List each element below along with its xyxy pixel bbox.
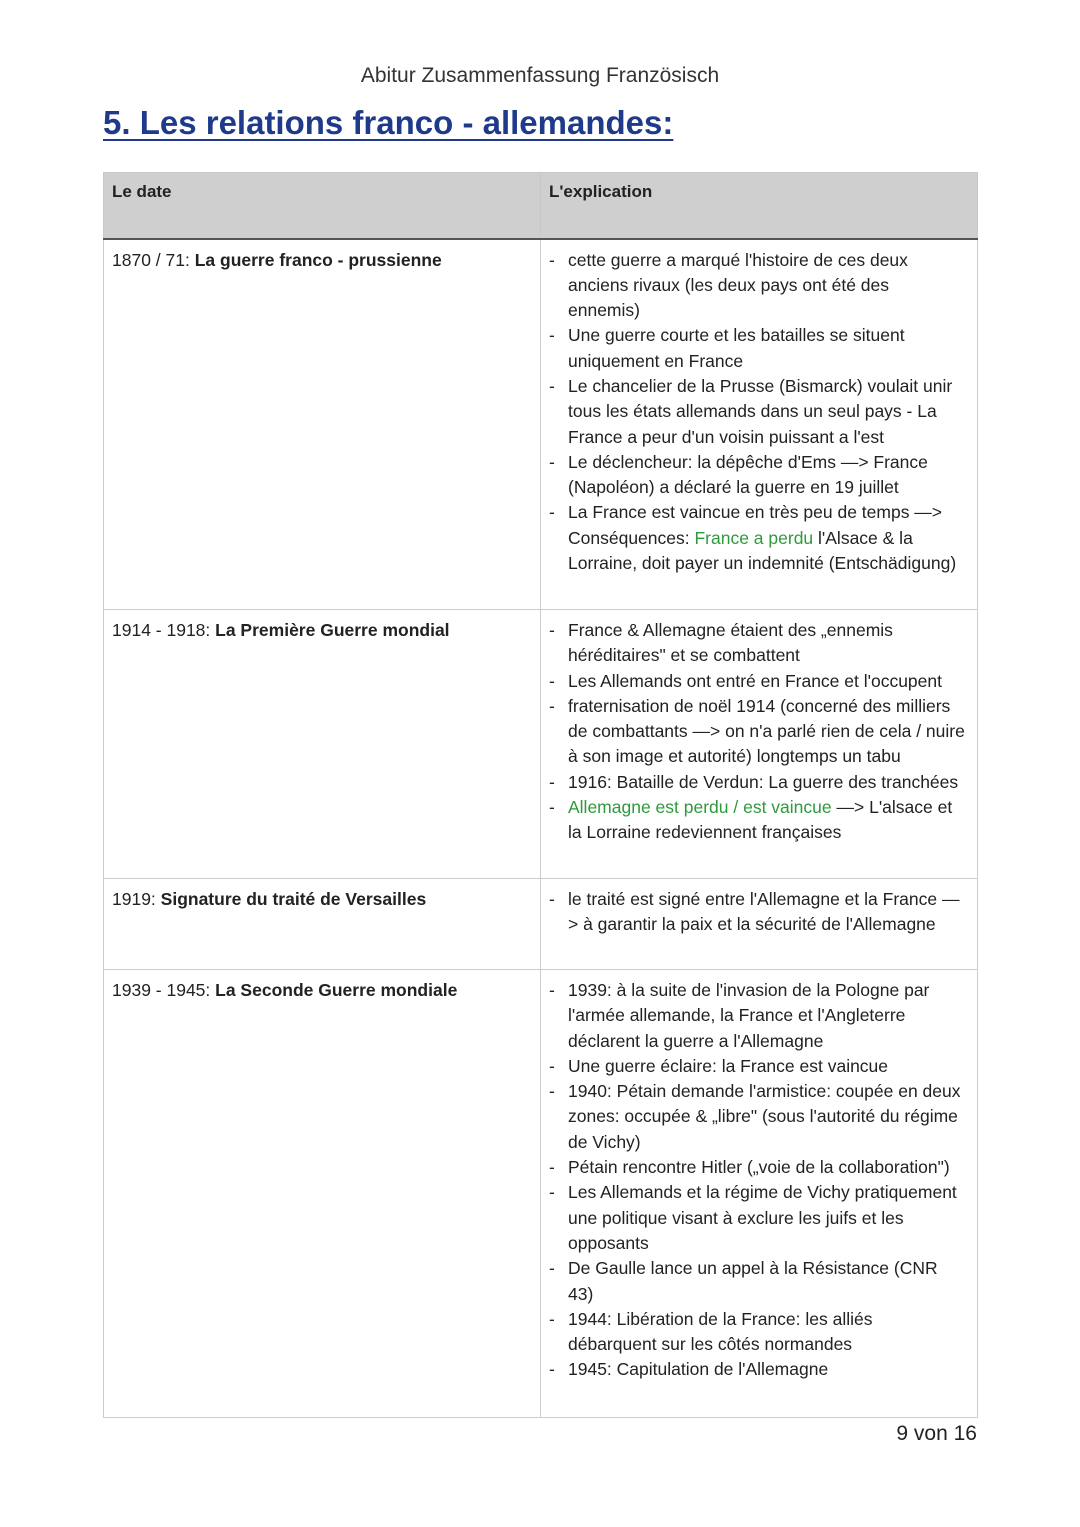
date-cell — [104, 879, 541, 970]
date-cell — [104, 610, 541, 879]
history-table — [103, 172, 978, 1418]
date-event: La guerre franco - prussienne — [194, 249, 442, 270]
date-cell — [104, 239, 541, 610]
date-prefix: 1919: — [112, 889, 161, 909]
explication-list — [549, 887, 969, 938]
date-event: Signature du traité de Versailles — [160, 889, 427, 909]
list-item: - France & Allemagne étaient des „ennemis héréditaires" et se combattent — [549, 618, 969, 669]
table-row — [104, 239, 978, 610]
date-event: La Première Guerre mondial — [215, 620, 450, 640]
highlight-text: France a perdu — [694, 527, 814, 548]
table-header-row — [104, 173, 978, 239]
highlight-text: Allemagne est perdu / est vaincue — [568, 797, 832, 818]
page-title: 5. Les relations franco - allemandes: — [103, 104, 674, 141]
list-item-text: La France est vaincue en très peu de temps —> Conséquences: — [568, 502, 943, 548]
list-item: - 1916: Bataille de Verdun: La guerre des tranchées — [549, 770, 969, 795]
explication-cell — [541, 970, 978, 1418]
list-item — [549, 500, 969, 576]
list-item: - Le déclencheur: la dépêche d'Ems —> France (Napoléon) a déclaré la guerre en 19 juillet — [549, 450, 969, 501]
page-number: 9 von 16 — [896, 1422, 977, 1445]
list-item: - Une guerre courte et les batailles se situent uniquement en France — [549, 323, 969, 374]
date-prefix: 1870 / 71: — [112, 249, 195, 270]
explication-cell — [541, 610, 978, 879]
table-row — [104, 879, 978, 970]
list-item: - 1940: Pétain demande l'armistice: coupée en deux zones: occupée & „libre" (sous l'autorité du régime de Vichy) — [549, 1079, 969, 1155]
list-item: - 1944: Libération de la France: les alliés débarquent sur les côtés normandes — [549, 1307, 969, 1358]
table-row — [104, 970, 978, 1418]
column-header-explication: L'explication — [541, 173, 978, 239]
date-cell — [104, 970, 541, 1418]
list-item: - Pétain rencontre Hitler („voie de la collaboration") — [549, 1155, 969, 1180]
list-item: - Une guerre éclaire: la France est vaincue — [549, 1054, 969, 1079]
list-item: - 1945: Capitulation de l'Allemagne — [549, 1357, 969, 1382]
explication-list — [549, 618, 969, 846]
document-header: Abitur Zusammenfassung Französisch — [360, 64, 720, 87]
list-item-text-after: —> L'alsace et la Lorraine redeviennent françaises — [568, 797, 953, 843]
list-item: - Les Allemands et la régime de Vichy pratiquement une politique visant à exclure les juifs et les opposants — [549, 1180, 969, 1256]
list-item: - Les Allemands ont entré en France et l'occupent — [549, 669, 969, 694]
date-prefix: 1914 - 1918: — [112, 620, 216, 640]
explication-list — [549, 978, 969, 1383]
table-row — [104, 610, 978, 879]
date-prefix: 1939 - 1945: — [112, 980, 216, 1000]
list-item: - Le chancelier de la Prusse (Bismarck) voulait unir tous les états allemands dans un seul pays - La France a peur d'un voisin puissant a l'est — [549, 374, 969, 450]
explication-cell — [541, 239, 978, 610]
list-item: - De Gaulle lance un appel à la Résistance (CNR 43) — [549, 1256, 969, 1307]
list-item — [549, 795, 969, 846]
column-header-date: Le date — [104, 173, 541, 239]
list-item: - 1939: à la suite de l'invasion de la Pologne par l'armée allemande, la France et l'Angleterre déclarent la guerre a l'Allemagne — [549, 978, 969, 1054]
explication-list — [549, 248, 969, 577]
list-item: - cette guerre a marqué l'histoire de ces deux anciens rivaux (les deux pays ont été des ennemis) — [549, 248, 969, 324]
explication-cell — [541, 879, 978, 970]
list-item: - fraternisation de noël 1914 (concerné des milliers de combattants —> on n'a parlé rien de cela / nuire à son image et autorité) longtemps un tabu — [549, 694, 969, 770]
list-item: - le traité est signé entre l'Allemagne et la France —> à garantir la paix et la sécurité de l'Allemagne — [549, 887, 969, 938]
list-item-text-after: l'Alsace & la Lorraine, doit payer un indemnité (Entschädigung) — [568, 527, 957, 574]
date-event: La Seconde Guerre mondiale — [215, 980, 458, 1000]
